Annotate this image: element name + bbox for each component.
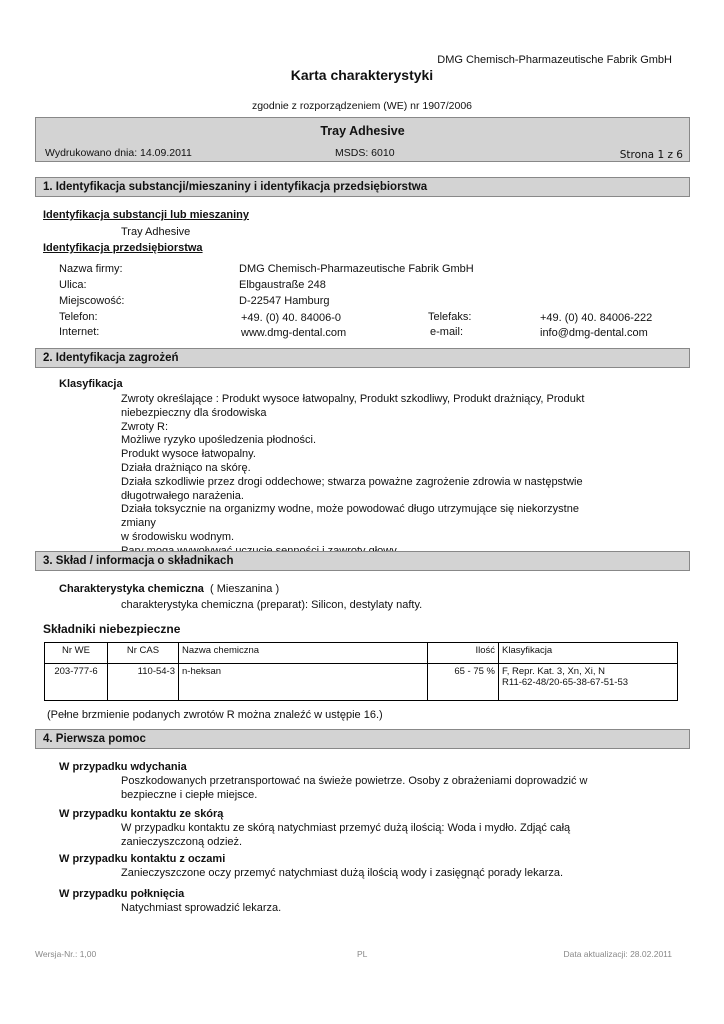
components-table bbox=[44, 642, 678, 701]
email-value[interactable]: info@dmg-dental.com bbox=[540, 327, 648, 339]
city-label: Miejscowość: bbox=[59, 295, 125, 307]
product-header-box bbox=[35, 117, 690, 162]
eye-contact-text: Zanieczyszczone oczy przemyć natychmiast dużą ilością wody i zasięgnąć porady lekarza. bbox=[121, 867, 564, 879]
substance-id-heading: Identyfikacja substancji lub mieszaniny bbox=[43, 209, 250, 221]
col-name: Nazwa chemiczna bbox=[179, 643, 428, 664]
phone-label: Telefon: bbox=[59, 311, 98, 323]
section-3-header: 3. Skład / informacja o składnikach bbox=[35, 551, 690, 571]
cell-name: n-heksan bbox=[179, 664, 428, 701]
cell-qty: 65 - 75 % bbox=[428, 664, 499, 701]
street-label: Ulica: bbox=[59, 279, 87, 291]
classification-text: Zwroty określające : Produkt wysoce łatwopalny, Produkt szkodliwy, Produkt drażniący, Produkt niebezpieczny dla środowiska Zwroty R: Możliwe ryzyko upośledzenia płodności. Produkt wysoce łatwopalny. Działa drażniąco na skórę. Działa szkodliwie przez drogi oddechowe; stwarza poważne zagrożenie zdrowia w następstwie długotrwałego narażenia. Działa toksycznie na organizmy wodne, może powodować długo utrzymujące się niekorzystne zmiany w środowisku wodnym. bbox=[121, 393, 585, 543]
ingestion-text: Natychmiast sprowadzić lekarza. bbox=[121, 902, 282, 914]
email-label: e-mail: bbox=[430, 326, 464, 338]
col-classification: Klasyfikacja bbox=[499, 643, 678, 664]
table-header-row bbox=[45, 643, 678, 664]
col-qty: Ilość bbox=[428, 643, 499, 664]
company-name-label: Nazwa firmy: bbox=[59, 263, 123, 275]
hazardous-components-heading: Składniki niebezpieczne bbox=[43, 622, 181, 636]
eye-contact-heading: W przypadku kontaktu z oczami bbox=[59, 853, 226, 865]
msds-number: MSDS: 6010 bbox=[335, 147, 395, 159]
cell-cas: 110-54-3 bbox=[108, 664, 179, 701]
company-name-value: DMG Chemisch-Pharmazeutische Fabrik GmbH bbox=[239, 263, 474, 275]
section-4-header: 4. Pierwsza pomoc bbox=[35, 729, 690, 749]
cell-we: 203-777-6 bbox=[45, 664, 108, 701]
inhalation-heading: W przypadku wdychania bbox=[59, 761, 187, 773]
chem-description: charakterystyka chemiczna (preparat): Silicon, destylaty nafty. bbox=[121, 599, 423, 611]
col-cas: Nr CAS bbox=[108, 643, 179, 664]
skin-contact-heading: W przypadku kontaktu ze skórą bbox=[59, 808, 224, 820]
print-date: Wydrukowano dnia: 14.09.2011 bbox=[45, 147, 192, 159]
phone-value: +49. (0) 40. 84006-0 bbox=[241, 312, 341, 324]
skin-contact-text: W przypadku kontaktu ze skórą natychmiast przemyć dużą ilością: Woda i mydło. Zdjąć całą zanieczyszczoną odzież. bbox=[121, 822, 571, 848]
internet-value[interactable]: www.dmg-dental.com bbox=[241, 327, 347, 339]
company-name: DMG Chemisch-Pharmazeutische Fabrik GmbH bbox=[437, 54, 672, 66]
cell-classification: F, Repr. Kat. 3, Xn, Xi, N R11-62-48/20-65-38-67-51-53 bbox=[499, 664, 678, 701]
page-number: Strona 1 z 6 bbox=[619, 149, 683, 161]
col-we: Nr WE bbox=[45, 643, 108, 664]
footer-update-date: Data aktualizacji: 28.02.2011 bbox=[563, 949, 672, 959]
city-value: D-22547 Hamburg bbox=[239, 295, 330, 307]
fax-value: +49. (0) 40. 84006-222 bbox=[540, 312, 653, 324]
ingestion-heading: W przypadku połknięcia bbox=[59, 888, 185, 900]
inhalation-text: Poszkodowanych przetransportować na świeże powietrze. Osoby z obrażeniami doprowadzić w bezpieczne i ciepłe miejsce. bbox=[121, 775, 588, 801]
product-name: Tray Adhesive bbox=[320, 124, 405, 138]
company-id-heading: Identyfikacja przedsiębiorstwa bbox=[43, 242, 203, 254]
substance-name: Tray Adhesive bbox=[121, 226, 191, 238]
document-title: Karta charakterystyki bbox=[290, 67, 434, 83]
regulation-note: zgodnie z rozporządzeniem (WE) nr 1907/2006 bbox=[251, 100, 473, 112]
section-2-header: 2. Identyfikacja zagrożeń bbox=[35, 348, 690, 368]
section-1-header: 1. Identyfikacja substancji/mieszaniny i identyfikacja przedsiębiorstwa bbox=[35, 177, 690, 197]
street-value: Elbgaustraße 248 bbox=[239, 279, 326, 291]
footer-version: Wersja-Nr.: 1,00 bbox=[35, 949, 97, 959]
r-phrases-note: (Pełne brzmienie podanych zwrotów R można znaleźć w ustępie 16.) bbox=[47, 709, 383, 721]
fax-label: Telefaks: bbox=[428, 311, 472, 323]
internet-label: Internet: bbox=[59, 326, 100, 338]
table-row bbox=[45, 664, 678, 701]
footer-language: PL bbox=[357, 949, 368, 959]
classification-heading: Klasyfikacja bbox=[59, 378, 123, 390]
chem-characteristics: Charakterystyka chemiczna ( Mieszanina ) bbox=[59, 583, 280, 595]
